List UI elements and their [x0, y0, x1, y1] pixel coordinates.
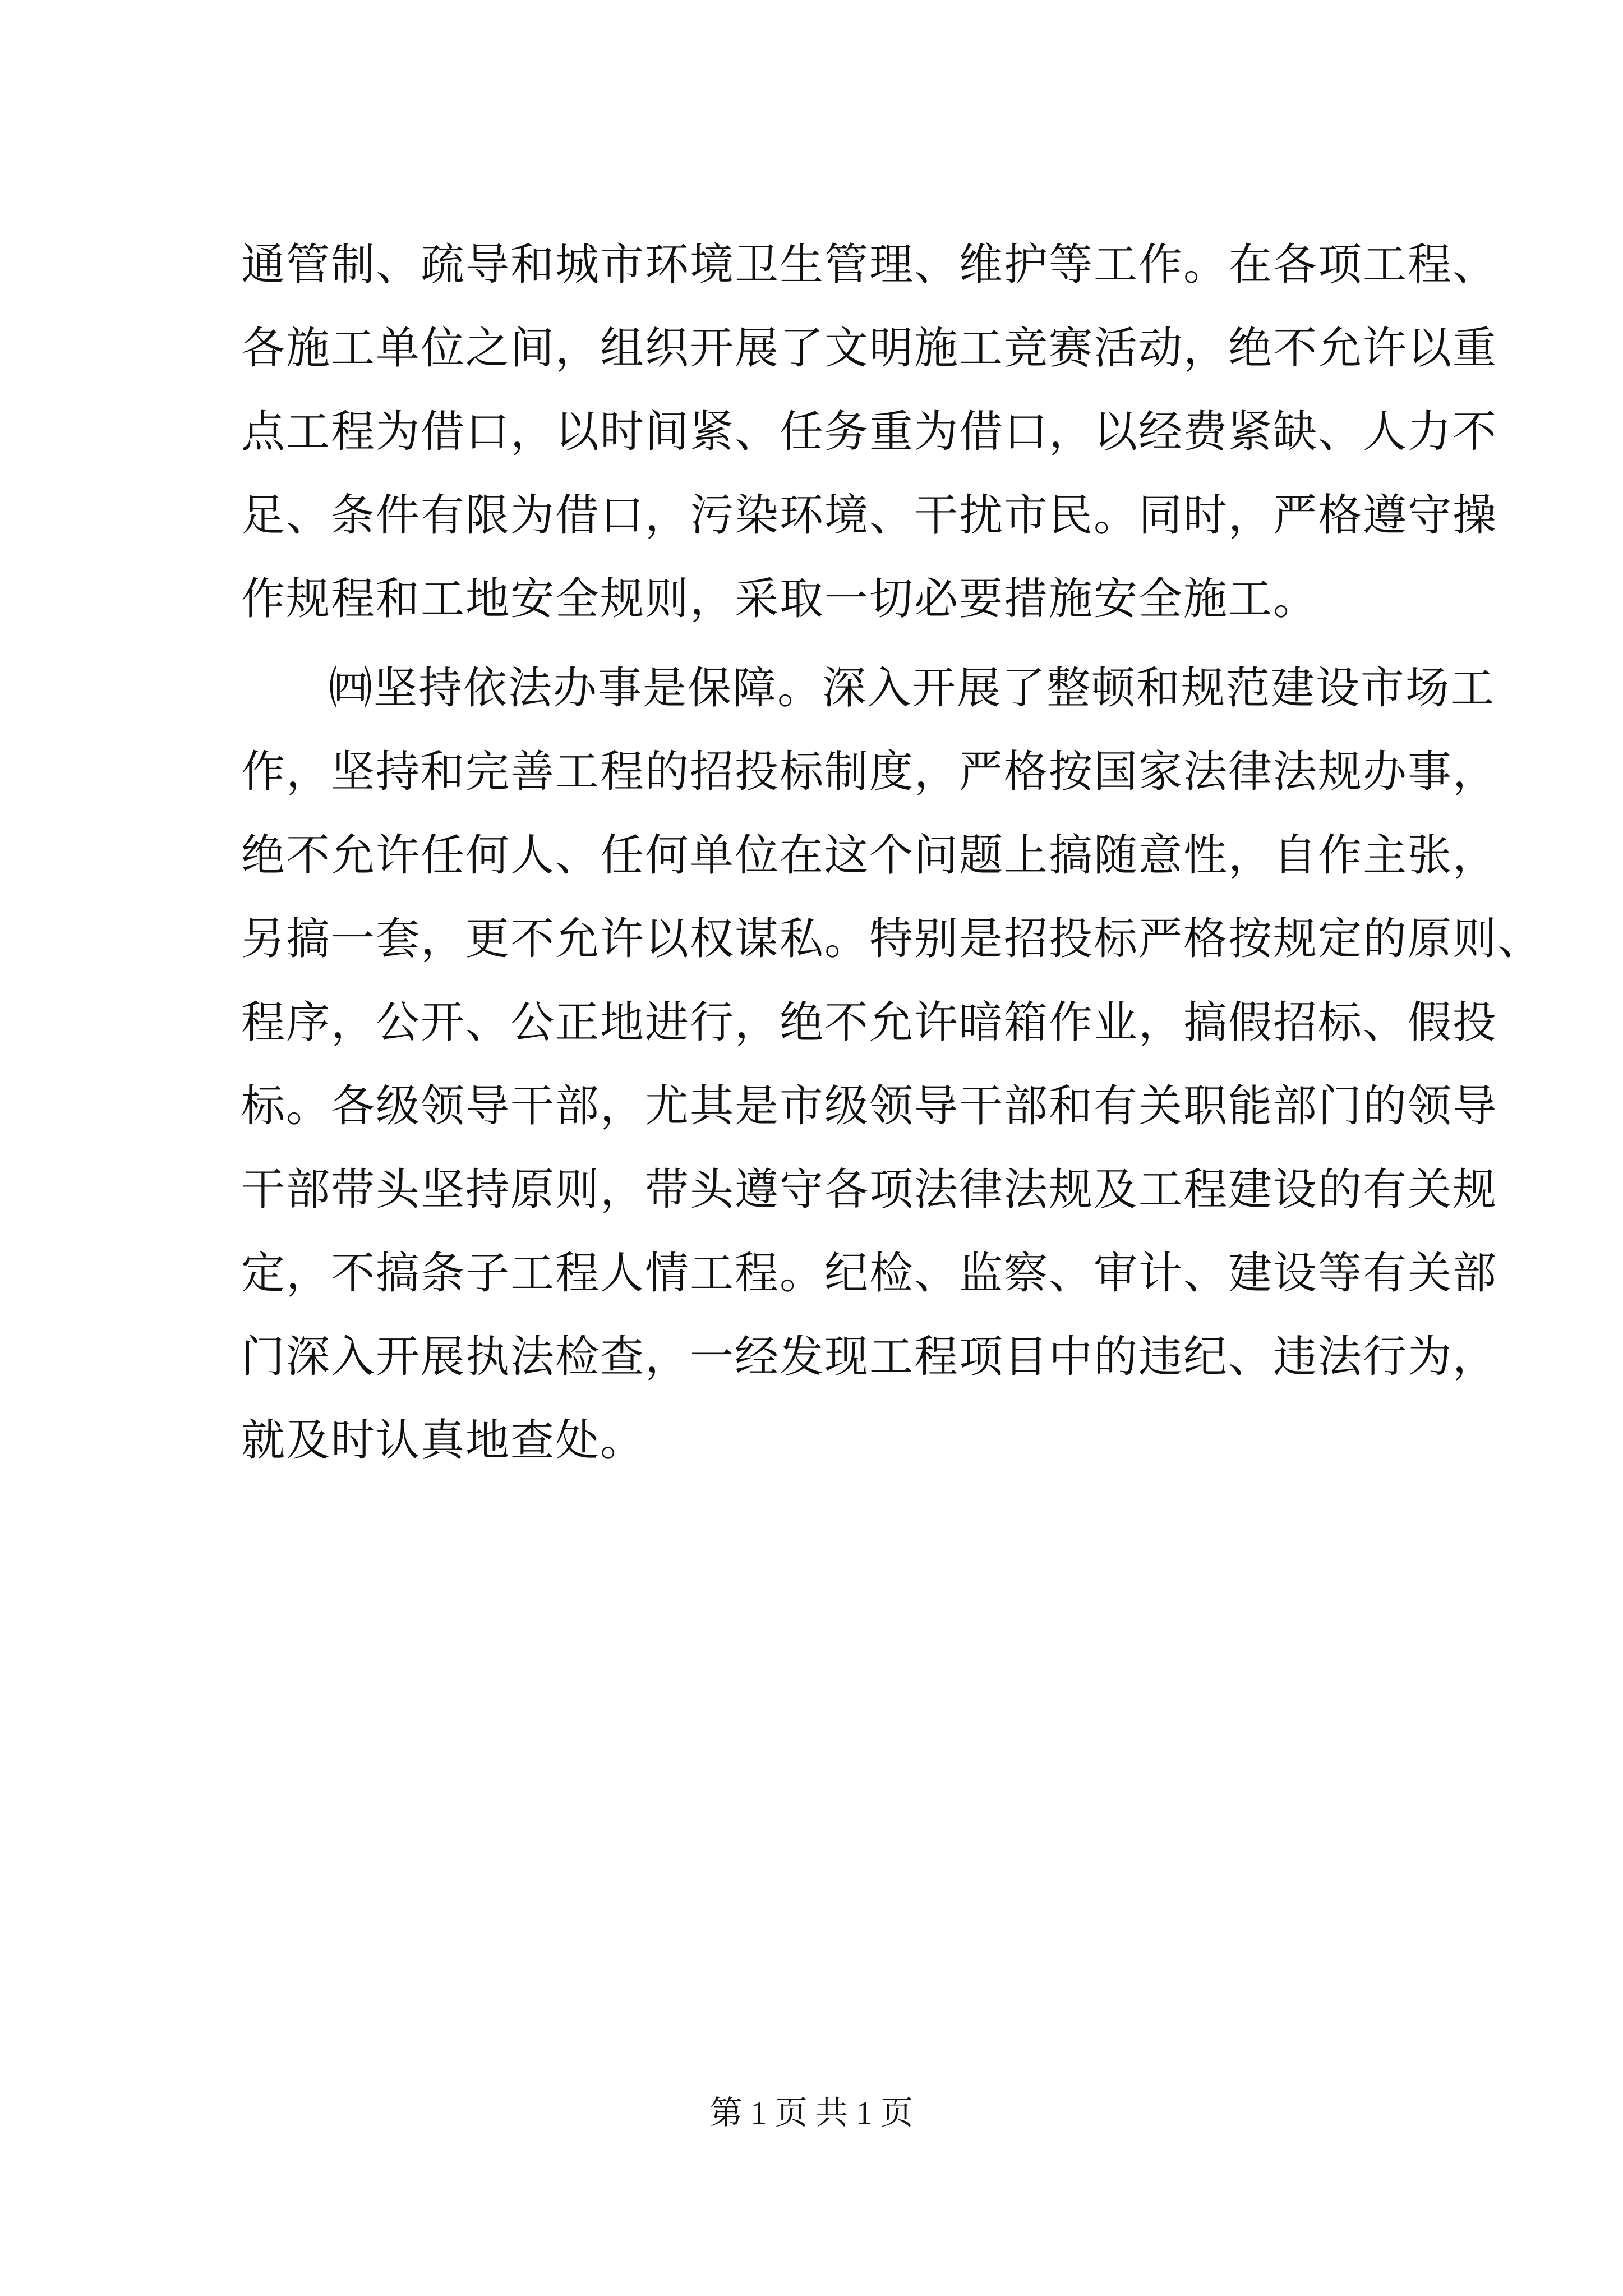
text-line: 另搞一套，更不允许以权谋私。特别是招投标严格按规定的原则、 — [241, 914, 1543, 964]
text-line: 作规程和工地安全规则，采取一切必要措施安全施工。 — [241, 574, 1318, 624]
text-line: 足、条件有限为借口，污染环境、干扰市民。同时，严格遵守操 — [241, 490, 1498, 541]
text-line: 程序，公开、公正地进行，绝不允许暗箱作业，搞假招标、假投 — [241, 997, 1498, 1048]
text-line: 绝不允许任何人、任何单位在这个问题上搞随意性，自作主张， — [241, 830, 1498, 881]
text-line: 标。各级领导干部，尤其是市级领导干部和有关职能部门的领导 — [241, 1081, 1498, 1131]
text-line: ㈣坚持依法办事是保障。深入开展了整顿和规范建设市场工 — [329, 663, 1496, 714]
paragraph-1 — [241, 223, 1498, 641]
paragraph-2 — [241, 647, 1543, 1483]
text-line: 各施工单位之间，组织开展了文明施工竞赛活动，绝不允许以重 — [241, 323, 1498, 374]
text-line: 门深入开展执法检查，一经发现工程项目中的违纪、违法行为， — [241, 1332, 1498, 1382]
text-line: 作，坚持和完善工程的招投标制度，严格按国家法律法规办事， — [241, 747, 1498, 797]
text-line: 干部带头坚持原则，带头遵守各项法律法规及工程建设的有关规 — [241, 1165, 1498, 1215]
document-body — [241, 223, 1543, 1483]
paragraph-gap — [241, 641, 1424, 647]
page-number-footer: 第 1 页 共 1 页 — [709, 2095, 914, 2131]
text-line: 就及时认真地查处。 — [241, 1415, 645, 1466]
text-line: 通管制、疏导和城市环境卫生管理、维护等工作。在各项工程、 — [241, 240, 1498, 290]
text-line: 点工程为借口，以时间紧、任务重为借口，以经费紧缺、人力不 — [241, 407, 1498, 457]
text-line: 定，不搞条子工程人情工程。纪检、监察、审计、建设等有关部 — [241, 1248, 1498, 1299]
